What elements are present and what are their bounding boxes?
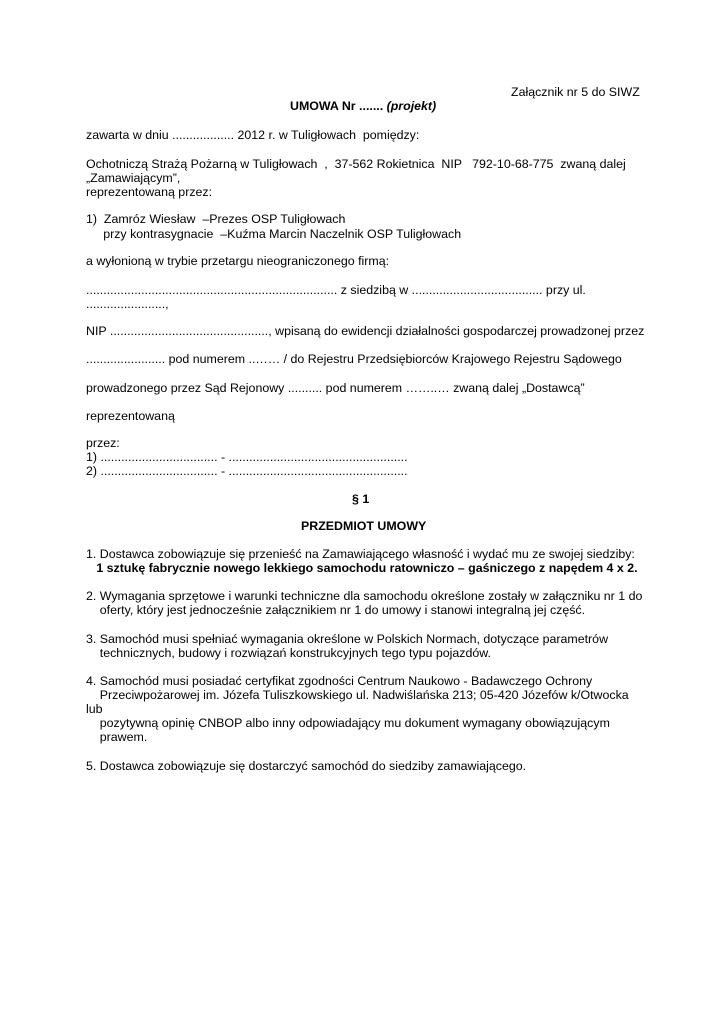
item-3-line-1: 3. Samochód musi spełniać wymagania określone w Polskich Normach, dotyczące parametrów — [86, 632, 609, 646]
contract-title-draft: (projekt) — [386, 99, 437, 113]
representative-1: 1) Zamróz Wiesław –Prezes OSP Tuligłowach — [86, 212, 346, 226]
item-4-line-5: prawem. — [86, 730, 148, 744]
representative-countersign: przy kontrasygnacie –Kuźma Marcin Naczelnik OSP Tuligłowach — [86, 227, 462, 241]
item-5-line-1: 5. Dostawca zobowiązuje się dostarczyć samochód do siedziby zamawiającego. — [86, 759, 527, 773]
contract-title — [290, 99, 436, 114]
register-line: ....................... pod numerem ..…… / do Rejestru Przedsiębiorców Krajowego Rejestru Sądowego — [86, 352, 622, 366]
item-2-line-1: 2. Wymagania sprzętowe i warunki techniczne dla samochodu określone zostały w załączniku nr 1 do — [86, 589, 643, 603]
represented-by-line: reprezentowaną przez: — [86, 185, 213, 199]
section-heading: PRZEDMIOT UMOWY — [301, 519, 427, 533]
nip-line: NIP .............................................., wpisaną do ewidencji działalności gospodarczej prowadzonej przez — [86, 324, 645, 338]
party-line-2: „Zamawiającym”, — [86, 171, 181, 185]
court-line: prowadzonego przez Sąd Rejonowy .......... pod numerem ……..… zwaną dalej „Dostawcą” — [86, 381, 585, 395]
item-2-line-2: oferty, który jest jednocześnie załącznikiem nr 1 do umowy i stanowi integralną jej część. — [86, 603, 586, 617]
attachment-label: Załącznik nr 5 do SIWZ — [511, 85, 640, 99]
chosen-company-line: a wyłonioną w trybie przetargu nieograniczonego firmą: — [86, 254, 390, 268]
item-3-line-2: technicznych, budowy i rozwiązań konstrukcyjnych tego typu pojazdów. — [86, 646, 491, 660]
item-4-line-4: pozytywną opinię CNBOP albo inny odpowiadający mu dokument wymagany obowiązującym — [86, 716, 610, 730]
item-1-subject: 1 sztukę fabrycznie nowego lekkiego samochodu ratowniczo – gaśniczego z napędem 4 x 2. — [86, 561, 638, 575]
item-4-line-1: 4. Samochód musi posiadać certyfikat zgodności Centrum Naukowo - Badawczego Ochrony — [86, 674, 593, 688]
contract-title-main: UMOWA Nr ....... — [290, 99, 387, 113]
concluded-line: zawarta w dniu .................. 2012 r. w Tuligłowach pomiędzy: — [86, 128, 420, 142]
item-1-line-1: 1. Dostawca zobowiązuje się przenieść na Zamawiającego własność i wydać mu ze swojej siedziby: — [86, 547, 635, 561]
item-4-line-3: lub — [86, 702, 103, 716]
item-4-line-2: Przeciwpożarowej im. Józefa Tuliszkowskiego ul. Nadwiślańska 213; 05-420 Józefów k/Otwocka — [86, 688, 629, 702]
by-line-2: 2) .................................. - .................................................... — [86, 464, 408, 478]
represented-line: reprezentowaną — [86, 409, 175, 423]
party-line-1: Ochotniczą Strażą Pożarną w Tuligłowach , 37-562 Rokietnica NIP 792-10-68-775 zwaną dalej — [86, 157, 626, 171]
company-line-1: ......................................................................... z siedzibą w ...................................... przy ul. — [86, 283, 586, 297]
by-line-1: 1) .................................. - .................................................... — [86, 450, 408, 464]
company-line-2: ......................., — [86, 297, 169, 311]
by-line: przez: — [86, 436, 120, 450]
section-number: § 1 — [352, 492, 370, 506]
